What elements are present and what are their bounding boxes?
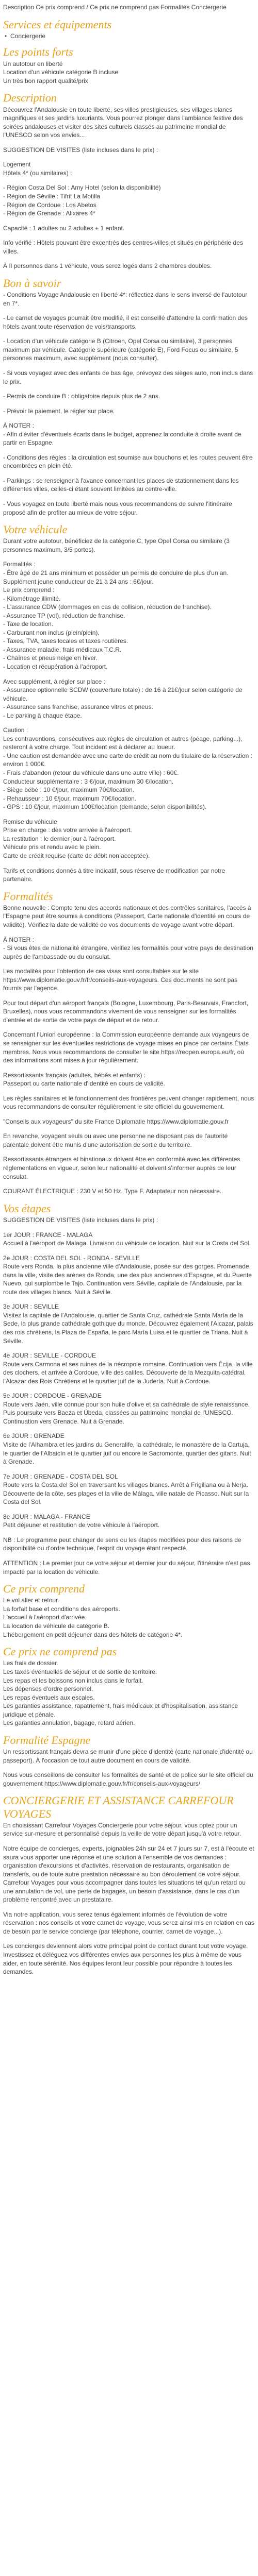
bon-paragraph: - Si vous voyagez avec des enfants de bas âge, prévoyez des sièges auto, non inclus dans le prix. (3, 369, 253, 385)
comprend-line: L'accueil à l'aéroport d'arrivée. (3, 1614, 87, 1621)
vehicule-line: Le prix comprend : (3, 586, 55, 594)
conciergerie-closing: Les concierges deviennent alors votre principal point de contact durant tout votre voyage. Investissez et déléguez vos différentes envies aux personnes les plus à même de vous aider, en toute sérénité. Nos équipes feront leur possible pour répondre à toutes les demandes. (3, 1942, 248, 1976)
ne-comprend-line: Les dépenses d'ordre personnel. (3, 1685, 93, 1693)
bon-paragraph: - Le carnet de voyages pourrait être modifié, il est conseillé d'attendre la confirmation des hôtels avant toute réservation de vols/transports. (3, 314, 248, 330)
etapes-intro: SUGGESTION DE VISITES (liste incluses dans le prix) : (3, 1216, 158, 1224)
services-list (3, 32, 255, 41)
vehicule-extra-line: - Siège bébé : 10 €/jour, maximum 70€/location. (3, 786, 135, 794)
hotel-line: - Région Costa Del Sol : Amy Hotel (selon la disponibilité) (3, 184, 161, 192)
logement-label: Logement (3, 161, 31, 168)
day-body: Route vers Jaén, ville connue pour son huile d'olive et sa cathédrale de style renaissance. Puis poursuite vers Baeza et Úbeda, classées au patrimoine mondial de l'UNESCO. Continuation vers Grenade. Nuit à Grenade. (3, 1400, 250, 1425)
etapes-warning: ATTENTION : Le premier jour de votre séjour et dernier jour du séjour, l'itinéraire n'est pas impacté par la location de véhicule. (3, 1560, 250, 1575)
formalites-paragraph: COURANT ÉLECTRIQUE : 230 V et 50 Hz. Type F. Adaptateur non nécessaire. (3, 1188, 222, 1195)
vehicule-extra-line: - GPS : 10 €/jour, maximum 100€/location (demande, selon disponibilités). (3, 803, 207, 811)
day-heading: 6e JOUR : GRENADE (3, 1432, 64, 1440)
comprend-line: La location de véhicule de catégorie B. (3, 1622, 110, 1630)
ne-comprend-line: Les repas et les boissons non inclus dans le forfait. (3, 1676, 143, 1684)
intro-nav (3, 3, 255, 12)
vehicule-line: - Carburant non inclus (plein/plein). (3, 629, 100, 636)
comprend-line: La forfait base et conditions des aéroports. (3, 1605, 120, 1613)
day-block (3, 1472, 255, 1506)
formalites-line: Passeport ou carte nationale d'identité en cours de validité. (3, 1080, 165, 1088)
day-heading: 4e JOUR : SEVILLE - CORDOUE (3, 1352, 96, 1360)
vehicule-extra-line: Les contraventions, consécutives aux règles de circulation et autres (péage, parking...), resteront à votre charge. Tout incident est à déclarer au loueur. (3, 735, 243, 751)
ne-comprend-line: Les frais de dossier. (3, 1659, 58, 1667)
vehicule-line: - Kilométrage illimité. (3, 595, 61, 602)
day-body: Visitez la capitale de l'Andalousie, quartier de Santa Cruz, cathédrale Santa María de la Sede, la plus grande cathédrale gothique du monde. Découvrez également l'Alcazar, palais des rois chrétiens, la Plaza de España, le parc María Luisa et le quartier de Triana. Nuit à Séville. (3, 1311, 253, 1345)
vehicule-line: - Être âgé de 21 ans minimum et posséder un permis de conduire de plus d'un an. Supplément jeune conducteur de 21 à 24 ans : 6€/jour. (3, 569, 229, 585)
day-block (3, 1351, 255, 1385)
bon-paragraph: - Conditions Voyage Andalousie en liberté 4*: réflectiez dans le sens inversé de l'autotour en 7*. (3, 291, 248, 307)
forts-block (3, 60, 255, 86)
day-heading: 2e JOUR : COSTA DEL SOL - RONDA - SEVILLE (3, 1254, 140, 1262)
formalites-paragraph: Ressortissants étrangers et binationaux doivent être en conformité avec les différentes réglementations en vigueur, selon leur nationalité et doivent s'informer auprès de leur consulat. (3, 1156, 240, 1180)
vehicule-extra-line: Avec supplément, à régler sur place : (3, 677, 105, 685)
vehicule-title: Votre véhicule (3, 523, 68, 536)
day-body: Petit déjeuner et restitution de votre véhicule à l'aéroport. (3, 1521, 160, 1529)
formalites-paragraph: Concernant l'Union européenne : la Commission européenne demande aux voyageurs de se renseigner sur les éventuelles restrictions de voyage mises en place par certains États membres. Nous vous recommandons de consulter le site https://reopen.europa.eu/fr, où des informations sont mises à jour régulièrement. (3, 1031, 249, 1064)
day-body: Route vers Ronda, la plus ancienne ville d'Andalousie, posée sur des gorges. Promenade dans la ville, visite des arènes de Ronda, une des plus anciennes d'Espagne, et du Puente Nuevo, qui surplombe le Tajo. Continuation vers Séville, capitale de l'Andalousie, par la route des villages blancs. Nuit à Séville. (3, 1263, 252, 1296)
formalites-paragraph: Les modalités pour l'obtention de ces visas sont consultables sur le site https://www.diplomatie.gouv.fr/fr/conseils-aux-voyageurs. Ces documents ne sont pas fournis par l'agence. (3, 968, 237, 992)
bon-note: - Conditions des règles : la circulation est soumise aux bouchons et les routes peuvent être encombrées en plein été. (3, 453, 253, 470)
espagne-paragraph: Nous vous conseillons de consulter les formalités de santé et de police sur le site officiel du gouvernement https://www.diplomatie.gouv.fr/fr/conseils-aux-voyageurs/ (3, 1771, 253, 1787)
conciergerie-title: CONCIERGERIE ET ASSISTANCE CARREFOUR VOYAGES (3, 1794, 234, 1820)
bon-paragraph: - Location d'un véhicule catégorie B (Citroen, Opel Corsa ou similaire), 3 personnes maximum par véhicule. Catégorie supérieure (catégorie E), Ford Focus ou similaire, 5 personnes maximum, avec supplément (nous consulter). (3, 337, 238, 362)
vehicule-extra-line: - Frais d'abandon (retour du véhicule dans une autre ville) : 60€. (3, 769, 179, 777)
day-block (3, 1231, 255, 1248)
info-text: Info vérifié : Hôtels pouvant être excentrés des centres-villes et situés en périphérie des villes. (3, 239, 243, 255)
day-block (3, 1302, 255, 1345)
vehicule-line: Formalités : (3, 561, 36, 568)
comprend-block (3, 1596, 255, 1639)
bon-title: Bon à savoir (3, 276, 61, 290)
formalites-paragraph: Les règles sanitaires et le fonctionnement des frontières peuvent changer rapidement, nous vous recommandons de consulter régulièrement le site officiel du gouvernement. (3, 1094, 254, 1111)
day-body: Visite de l'Alhambra et les jardins du Generalife, la cathédrale, le monastère de la Cartuja, le quartier de l'Albaicín et le quartier juif ou encore le Sacromonte, quartier des gitans. Nuit à Grenade. (3, 1440, 251, 1466)
vehicule-extra-block (3, 677, 255, 720)
day-block (3, 1254, 255, 1297)
vehicule-extra-line: Caution : (3, 726, 28, 734)
vehicule-caution-block (3, 726, 255, 811)
formalites-title: Formalités (3, 889, 53, 903)
bon-note: - Vous voyagez en toute liberté mais nous vous recommandons de suivre l'itinéraire proposé afin de profiter au mieux de votre séjour. (3, 500, 232, 516)
ne-comprend-block (3, 1659, 255, 1727)
day-heading: 1er JOUR : FRANCE - MALAGA (3, 1231, 93, 1239)
vehicule-extra-line: - Assurance sans franchise, assurance vitres et pneus. (3, 703, 153, 711)
formalites-paragraph: À NOTER : (3, 936, 35, 943)
day-block (3, 1392, 255, 1426)
vehicule-extra-line: Véhicule pris et rendu avec le plein. (3, 843, 101, 851)
formalites-line: Ressortissants français (adultes, bébés et enfants) : (3, 1071, 146, 1079)
vehicule-block (3, 560, 255, 671)
vehicule-line: - Assurance TP (vol), réduction de franchise. (3, 612, 125, 619)
day-body: Accueil à l'aéroport de Malaga. Livraison du véhicule de location. Nuit sur la Costa del Sol. (3, 1240, 251, 1247)
vehicule-line: - Taxes, TVA, taxes locales et taxes routières. (3, 637, 128, 645)
bon-paragraph: - Prévoir le paiement, le régler sur place. (3, 407, 115, 415)
vehicule-paragraph: Durant votre autotour, bénéficiez de la catégorie C, type Opel Corsa ou similaire (3 personnes maximum, 3/5 portes). (3, 537, 230, 553)
forts-line: Un très bon rapport qualité/prix (3, 77, 88, 84)
formalites-paragraph: Pour tout départ d'un aéroport français (Bologne, Luxembourg, Paris-Beauvais, Francfort, Bruxelles), nous vous recommandons vivement de vous renseigner sur les formalités d'entrée et de sortie de votre pays de départ et de retour. (3, 999, 249, 1024)
conciergerie-paragraph: Notre équipe de concierges, experts, joignables 24h sur 24 et 7 jours sur 7, est à l'écoute et saura vous apporter une réponse et une solution à l'ensemble de vos demandes : organisation d'excursions et d'activités, réservation de restaurants, organisation de transferts, ou de toute autre prestation nécessaire au bon déroulement de votre séjour. Carrefour Voyages pour vous accompagner dans toutes les situations tel qu'un retard ou une annulation de vol, une perte de bagages, un besoin d'assistance, dans le cas d'un problème rencontré avec un prestataire. (3, 1844, 254, 1904)
vehicule-line: - Location et récupération à l'aéroport. (3, 663, 108, 671)
bon-paragraph: - Permis de conduire B : obligatoire depuis plus de 2 ans. (3, 393, 160, 400)
ne-comprend-line: Les taxes éventuelles de séjour et de sortie de territoire. (3, 1668, 157, 1675)
vehicule-line: - Taxe de location. (3, 620, 54, 628)
vehicule-extra-line: - Une caution est demandée avec une carte de crédit au nom du titulaire de la réservation : environ 1 000€. (3, 752, 252, 768)
formalites-paragraph: Bonne nouvelle : Compte tenu des accords nationaux et des contrôles sanitaires, l'accès à l'Espagne peut être soumis à conditions (Passeport, Carte nationale d'identité en cours de validité). Vérifiez la date de validité de vos documents de voyage avant votre départ. (3, 904, 251, 928)
vehicule-line: - Chaînes et pneus neige en hiver. (3, 654, 98, 662)
vehicule-extra-line: Carte de crédit requise (carte de débit non acceptée). (3, 852, 150, 859)
day-heading: 8e JOUR : MALAGA - FRANCE (3, 1513, 90, 1520)
intro-text: Description Ce prix comprend / Ce prix ne comprend pas Formalités Conciergerie (3, 4, 227, 11)
vehicule-extra-line: - Assurance optionnelle SCDW (couverture totale) : de 16 à 21€/jour selon catégorie de véhicule. (3, 686, 243, 702)
bon-note-title: À NOTER : (3, 422, 35, 430)
day-heading: 7e JOUR : GRENADE - COSTA DEL SOL (3, 1472, 118, 1480)
forts-line: Location d'un véhicule catégorie B incluse (3, 69, 119, 76)
day-body: Route vers la Costa del Sol en traversant les villages blancs. Arrêt à Frigiliana ou à Nerja. Découverte de la côte, ses plages et la ville de Málaga, ville natale de Picasso. Nuit sur la Costa del Sol. (3, 1481, 249, 1506)
comprend-line: L'hébergement en petit déjeuner dans des hôtels de catégorie 4*. (3, 1631, 183, 1638)
bon-note: - Afin d'éviter d'éventuels écarts dans le budget, apprenez la conduite à droite avant de partir en Espagne. (3, 430, 241, 447)
forts-line: Un autotour en liberté (3, 60, 63, 67)
conciergerie-paragraph: En choisissant Carrefour Voyages Conciergerie pour votre séjour, vous optez pour un service sur-mesure et personnalisé depuis la veille de votre départ jusqu'à votre retour. (3, 1821, 241, 1838)
service-item: • Conciergerie (10, 32, 255, 41)
day-heading: 5e JOUR : CORDOUE - GRENADE (3, 1392, 102, 1400)
description-title: Description (3, 91, 57, 105)
ne-comprend-line: Les garanties assistance, rapatriement, frais médicaux et d'hospitalisation, assistance juridique et pénale. (3, 1702, 238, 1718)
formalites-paragraph: "Conseils aux voyageurs" du site France Diplomatie https://www.diplomatie.gouv.fr (3, 1117, 229, 1125)
comprend-title: Ce prix comprend (3, 1582, 85, 1596)
forts-title: Les points forts (3, 45, 73, 59)
description-paragraph: Découvrez l'Andalousie en toute liberté, ses villes prestigieuses, ses villages blancs magnifiques et ses jardins luxuriants. Vous pourrez plonger dans l'ambiance festive des soirées andalouses et visiter des sites culturels classés au patrimoine mondial de l'UNESCO selon vos envies... (3, 106, 243, 139)
comprend-line: Le vol aller et retour. (3, 1597, 59, 1604)
rooms-text: À Il personnes dans 1 véhicule, vous serez logés dans 2 chambres doubles. (3, 262, 212, 270)
vehicule-line: - L'assurance CDW (dommages en cas de collision, réduction de franchise). (3, 603, 212, 611)
logement-block (3, 160, 255, 177)
vehicule-closing: Tarifs et conditions donnés à titre indicatif, sous réserve de modification par notre partenaire. (3, 867, 225, 883)
vehicule-remise-block (3, 818, 255, 860)
vehicule-extra-line: Conducteur supplémentaire : 3 €/jour, maximum 30 €/location. (3, 777, 174, 785)
hotel-line: - Région de Cordoue : Los Abetos (3, 201, 96, 209)
bon-note: - Parkings : se renseigner à l'avance concernant les places de stationnement dans les différentes villes, celles-ci étant souvent limitées au centre-ville. (3, 477, 239, 493)
vehicule-extra-line: Prise en charge : dès votre arrivée à l'aéroport. (3, 826, 132, 834)
vehicule-extra-line: - Le parking à chaque étape. (3, 711, 82, 719)
capacity-text: Capacité : 1 adultes ou 2 adultes + 1 enfant. (3, 224, 125, 232)
hotels-block (3, 183, 255, 217)
etapes-title: Vos étapes (3, 1201, 51, 1215)
vehicule-extra-line: Remise du véhicule (3, 818, 57, 825)
hotel-line: - Région de Grenade : Alixares 4* (3, 210, 95, 217)
etapes-note: NB : Le programme peut changer de sens ou les étapes modifiées pour des raisons de disponibilité ou d'ordre technique, l'esprit du voyage étant respecté. (3, 1536, 241, 1552)
vehicule-line: - Assurance maladie, frais médicaux T.C.R. (3, 646, 122, 653)
ne-comprend-title: Ce prix ne comprend pas (3, 1645, 117, 1658)
conciergerie-paragraph: Via notre application, vous serez tenus également informés de l'évolution de votre réservation : nos conseils et votre carnet de voyage, vous serez ainsi mis en relation en cas de besoin par le service concierge (par téléphone, courrier, carnet de voyage...). (3, 1910, 254, 1935)
day-heading: 3e JOUR : SEVILLE (3, 1303, 59, 1311)
day-block (3, 1432, 255, 1466)
espagne-title: Formalité Espagne (3, 1733, 91, 1747)
vehicule-extra-line: La restitution : le dernier jour à l'aéroport. (3, 835, 116, 842)
day-block (3, 1513, 255, 1530)
description-suggestion: SUGGESTION DE VISITES (liste incluses dans le prix) : (3, 146, 158, 154)
formalites-block (3, 1071, 255, 1088)
services-title: Services et équipements (3, 18, 112, 31)
day-body: Route vers Carmona et ses ruines de la nécropole romaine. Continuation vers Écija, la ville des clochers, et arrivée à Cordoue, ville des califes. Découverte de la Mezquita-catédral, l'Alcazar des Rois Chrétiens et le quartier juif de la Judería. Nuit à Cordoue. (3, 1360, 253, 1385)
ne-comprend-line: Les repas éventuels aux escales. (3, 1693, 95, 1701)
formalites-paragraph: En revanche, voyagent seuls ou avec une personne ne disposant pas de l'autorité parentale doivent être munis d'une autorisation de sortie du territoire. (3, 1132, 228, 1148)
hotel-line: - Région de Séville : Tifrit La Motilla (3, 193, 101, 200)
logement-value: Hôtels 4* (ou similaires) : (3, 169, 72, 177)
formalites-paragraph: - Si vous êtes de nationalité étrangère, vérifiez les formalités pour votre pays de destination auprès de l'ambassade ou du consulat. (3, 944, 253, 960)
espagne-paragraph: Un ressortissant français devra se munir d'une pièce d'identité (carte nationale d'identité ou passeport). À l'occasion de tout autre document en cours de validité. (3, 1748, 253, 1764)
vehicule-extra-line: - Rehausseur : 10 €/jour, maximum 70€/location. (3, 794, 137, 802)
ne-comprend-line: Les garanties annulation, bagage, retard aérien. (3, 1719, 135, 1727)
